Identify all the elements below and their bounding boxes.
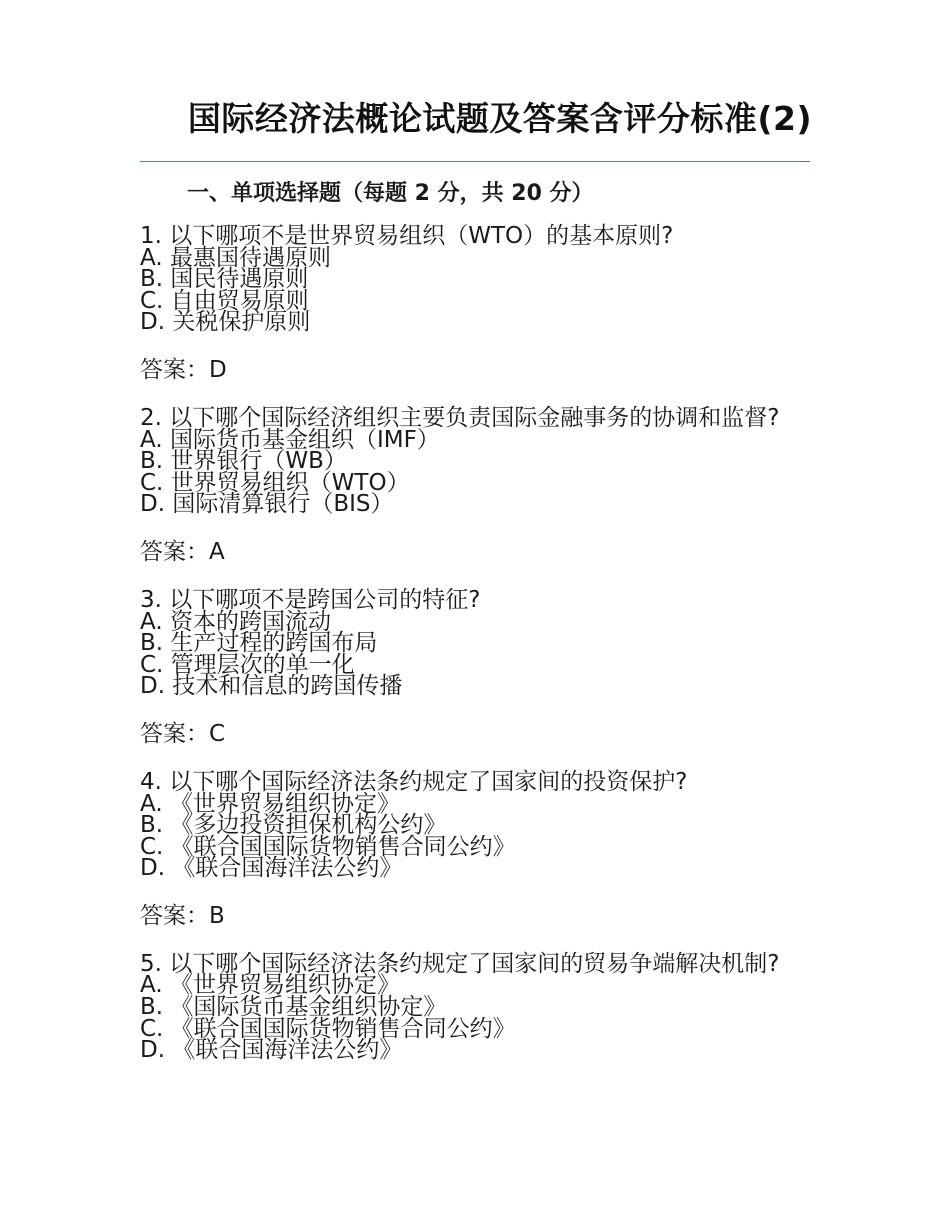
option-c: C. 世界贸易组织（WTO） [140,469,410,496]
question-text: 3. 以下哪项不是跨国公司的特征? [140,586,481,613]
answer-line: 答案：C [140,720,226,747]
section-heading: 一、单项选择题（每题 2 分，共 20 分） [187,181,594,206]
option-b: B. 《多边投资担保机构公约》 [140,812,447,839]
question-3 [140,586,800,750]
option-a: A. 《世界贸易组织协定》 [140,790,400,817]
question-text: 5. 以下哪个国际经济法条约规定了国家间的贸易争端解决机制? [140,950,780,977]
option-d: D. 关税保护原则 [140,309,311,336]
answer-line: 答案：D [140,356,227,383]
answer-line: 答案：A [140,538,225,565]
question-text: 2. 以下哪个国际经济组织主要负责国际金融事务的协调和监督? [140,404,780,431]
option-a: A. 资本的跨国流动 [140,608,331,635]
option-b: B. 世界银行（WB） [140,448,347,475]
option-c: C. 《联合国国际货物销售合同公约》 [140,1015,516,1042]
option-a: A. 国际货币基金组织（IMF） [140,426,440,453]
document-title: 国际经济法概论试题及答案含评分标准(2) [187,99,813,138]
question-text: 1. 以下哪项不是世界贸易组织（WTO）的基本原则? [140,223,674,249]
title-divider [140,161,810,162]
option-d: D. 《联合国海洋法公约》 [140,1037,403,1064]
option-a: A. 《世界贸易组织协定》 [140,972,400,999]
option-c: C. 管理层次的单一化 [140,651,355,678]
option-c: C. 自由贸易原则 [140,287,309,314]
option-d: D. 技术和信息的跨国传播 [140,673,403,700]
option-a: A. 最惠国待遇原则 [140,244,331,271]
option-c: C. 《联合国国际货物销售合同公约》 [140,833,516,860]
question-text: 4. 以下哪个国际经济法条约规定了国家间的投资保护? [140,768,688,795]
option-b: B. 生产过程的跨国布局 [140,630,378,657]
option-d: D. 《联合国海洋法公约》 [140,855,403,882]
question-5 [140,950,800,1064]
question-4 [140,768,800,932]
option-b: B. 《国际货币基金组织协定》 [140,994,447,1021]
question-list [140,223,800,1064]
option-b: B. 国民待遇原则 [140,266,309,293]
option-d: D. 国际清算银行（BIS） [140,491,394,518]
answer-line: 答案：B [140,902,225,929]
question-1 [140,223,800,386]
question-2 [140,404,800,568]
